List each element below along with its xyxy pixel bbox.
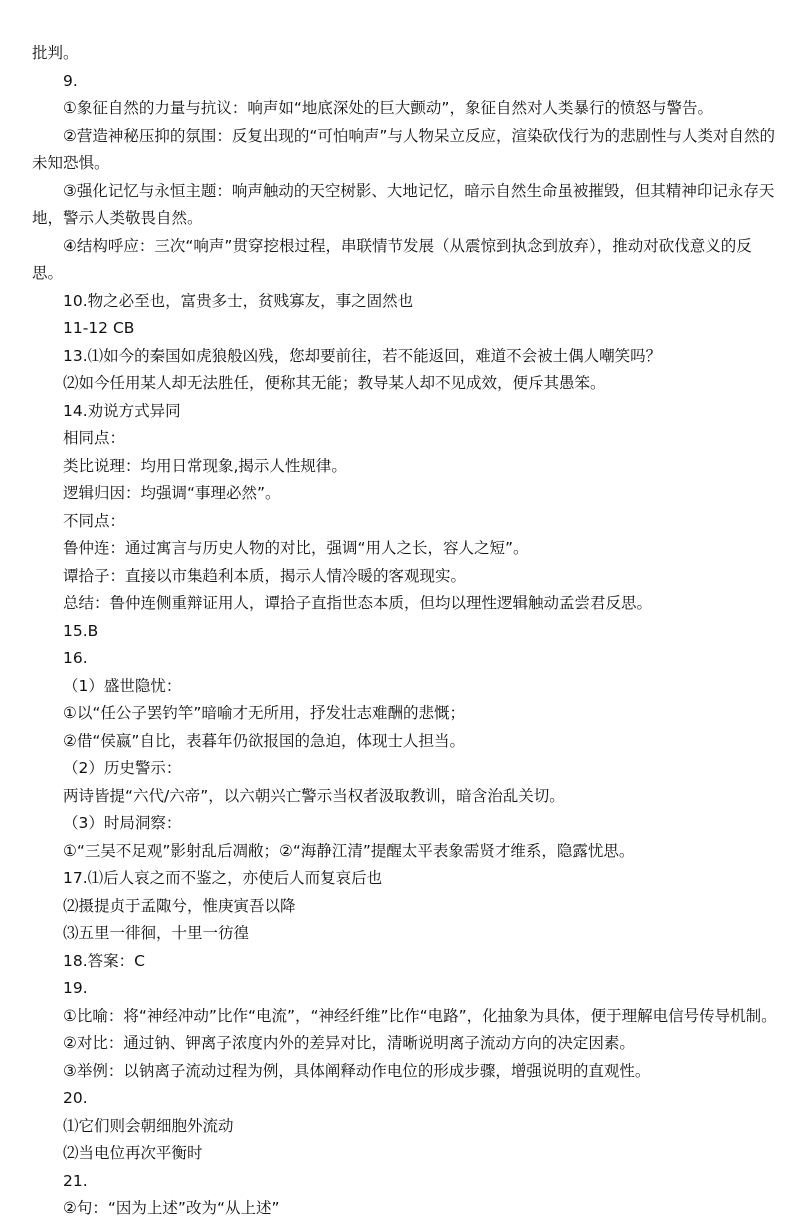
answer-line: 类比说理：均用日常现象,揭示人性规律。 xyxy=(63,456,347,475)
answer-line: 相同点： xyxy=(63,429,126,447)
answer-line: ⑵如今任用某人却无法胜任，便称其无能；教导某人却不见成效，便斥其愚笨。 xyxy=(63,374,606,392)
question-number: 9. xyxy=(63,71,78,90)
answer-line: 13.⑴如今的秦国如虎狼般凶残，您却要前往，若不能返回，难道不会被土偶人嘲笑吗？ xyxy=(63,346,662,365)
answer-point: ①比喻：将“神经冲动”比作“电流”，“神经纤维”比作“电路”，化抽象为具体，便于理解电信号传导机制。 xyxy=(63,1006,777,1025)
answer-line: ②句：“因为上述”改为“从上述” xyxy=(63,1199,280,1217)
answer-line: 17.⑴后人哀之而不鉴之，亦使后人而复哀后也 xyxy=(63,869,383,887)
answer-line: ⑵当电位再次平衡时 xyxy=(63,1144,203,1162)
answer-point: ③强化记忆与永恒主题：响声触动的天空树影、大地记忆，暗示自然生命虽被摧毁，但其精神印记永存天地，警示人类敬畏自然。 xyxy=(32,181,775,227)
answer-point: ②借“侯嬴”自比，表暮年仍欲报国的急迫，体现士人担当。 xyxy=(63,731,465,750)
answer-line: 两诗皆提“六代/六帝”，以六朝兴亡警示当权者汲取教训，暗含治乱关切。 xyxy=(63,786,565,805)
answer-line: ⑴它们则会朝细胞外流动 xyxy=(63,1116,234,1135)
text-line: 批判。 xyxy=(32,44,79,62)
question-number: 20. xyxy=(63,1089,88,1107)
answer-line: 15.B xyxy=(63,621,99,640)
answer-line: 总结：鲁仲连侧重辩证用人，谭拾子直指世态本质，但均以理性逻辑触动孟尝君反思。 xyxy=(63,594,653,612)
sub-heading: （2）历史警示： xyxy=(63,759,182,777)
sub-heading: （1）盛世隐忧： xyxy=(63,676,182,695)
answer-point: ①象征自然的力量与抗议：响声如“地底深处的巨大颤动”，象征自然对人类暴行的愤怒与警告。 xyxy=(63,99,713,117)
answer-line: 10.物之必至也，富贵多士，贫贱寡友，事之固然也 xyxy=(63,291,414,310)
question-number: 21. xyxy=(63,1171,88,1190)
sub-heading: （3）时局洞察： xyxy=(63,814,182,832)
answer-point: ③举例：以钠离子流动过程为例，具体阐释动作电位的形成步骤，增强说明的直观性。 xyxy=(63,1061,651,1080)
answer-line: 不同点： xyxy=(63,511,126,530)
question-heading: 14.劝说方式异同 xyxy=(63,401,181,420)
answer-point: ①“三吴不足观”影射乱后凋敝；②“海静江清”提醒太平表象需贤才维系，隐露忧思。 xyxy=(63,841,635,860)
answer-line: ⑵摄提贞于孟陬兮，惟庚寅吾以降 xyxy=(63,896,296,915)
answer-point: ②营造神秘压抑的氛围：反复出现的“可怕响声”与人物呆立反应，渲染砍伐行为的悲剧性与人类对自然的未知恐惧。 xyxy=(32,126,775,172)
answer-line: 鲁仲连：通过寓言与历史人物的对比，强调“用人之长，容人之短”。 xyxy=(63,539,529,557)
answer-line: ⑶五里一徘徊，十里一彷徨 xyxy=(63,924,250,942)
answer-line: 谭拾子：直接以市集趋利本质，揭示人情冷暖的客观现实。 xyxy=(63,566,467,585)
answer-document xyxy=(32,40,778,1223)
answer-point: ②对比：通过钠、钾离子浓度内外的差异对比，清晰说明离子流动方向的决定因素。 xyxy=(63,1034,635,1052)
answer-line: 逻辑归因：均强调“事理必然”。 xyxy=(63,484,281,502)
question-number: 16. xyxy=(63,649,88,667)
answer-point: ①以“任公子罢钓竿”暗喻才无所用，抒发壮志难酬的悲慨； xyxy=(63,704,465,722)
question-number: 19. xyxy=(63,979,88,997)
answer-line: 11-12 CB xyxy=(63,319,135,337)
answer-point: ④结构呼应：三次“响声”贯穿挖根过程，串联情节发展（从震惊到执念到放弃），推动对砍伐意义的反思。 xyxy=(32,236,752,282)
answer-line: 18.答案：C xyxy=(63,951,145,970)
